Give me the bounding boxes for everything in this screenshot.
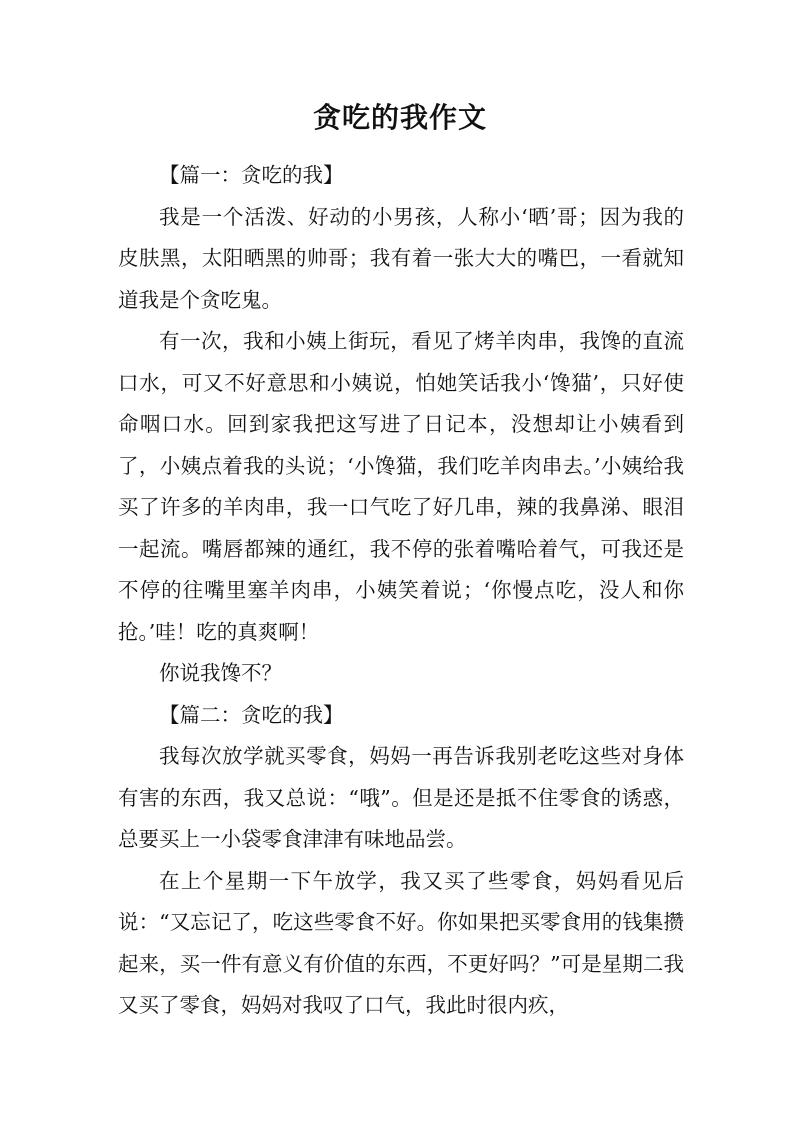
section-heading-2: 【篇二：贪吃的我】 (159, 702, 344, 727)
paragraph: 我是一个活泼、好动的小男孩，人称小‘晒’哥；因为我的皮肤黑，太阳晒黑的帅哥；我有着一张大大的嘴巴，一看就知道我是个贪吃鬼。 (118, 204, 684, 312)
paragraph: 有一次，我和小姨上街玩，看见了烤羊肉串，我馋的直流口水，可又不好意思和小姨说，怕她笑话我小‘馋猫’，只好使命咽口水。回到家我把这写进了日记本，没想却让小姨看到了，小姨点着我的头说；‘小馋猫，我们吃羊肉串去。’小姨给我买了许多的羊肉串，我一口气吃了好几串，辣的我鼻涕、眼泪一起流。嘴唇都辣的通红，我不停的张着嘴哈着气，可我还是不停的往嘴里塞羊肉串，小姨笑着说；‘你慢点吃，没人和你抢。’哇！吃的真爽啊！ (118, 329, 684, 644)
section-heading-1: 【篇一：贪吃的我】 (159, 163, 344, 187)
document-title: 贪吃的我作文 (312, 101, 487, 134)
paragraph: 我每次放学就买零食，妈妈一再告诉我别老吃这些对身体有害的东西，我又总说：“哦”。但是还是抵不住零食的诱惑，总要买上一小袋零食津津有味地品尝。 (118, 744, 684, 851)
paragraph: 在上个星期一下午放学，我又买了些零食，妈妈看见后说：“又忘记了，吃这些零食不好。你如果把买零食用的钱集攒起来，买一件有意义有价值的东西，不更好吗？”可是星期二我又买了零食，妈妈对我叹了口气，我此时很内疚， (118, 868, 684, 1017)
document-body (118, 155, 684, 1027)
paragraph: 你说我馋不？ (159, 661, 282, 685)
